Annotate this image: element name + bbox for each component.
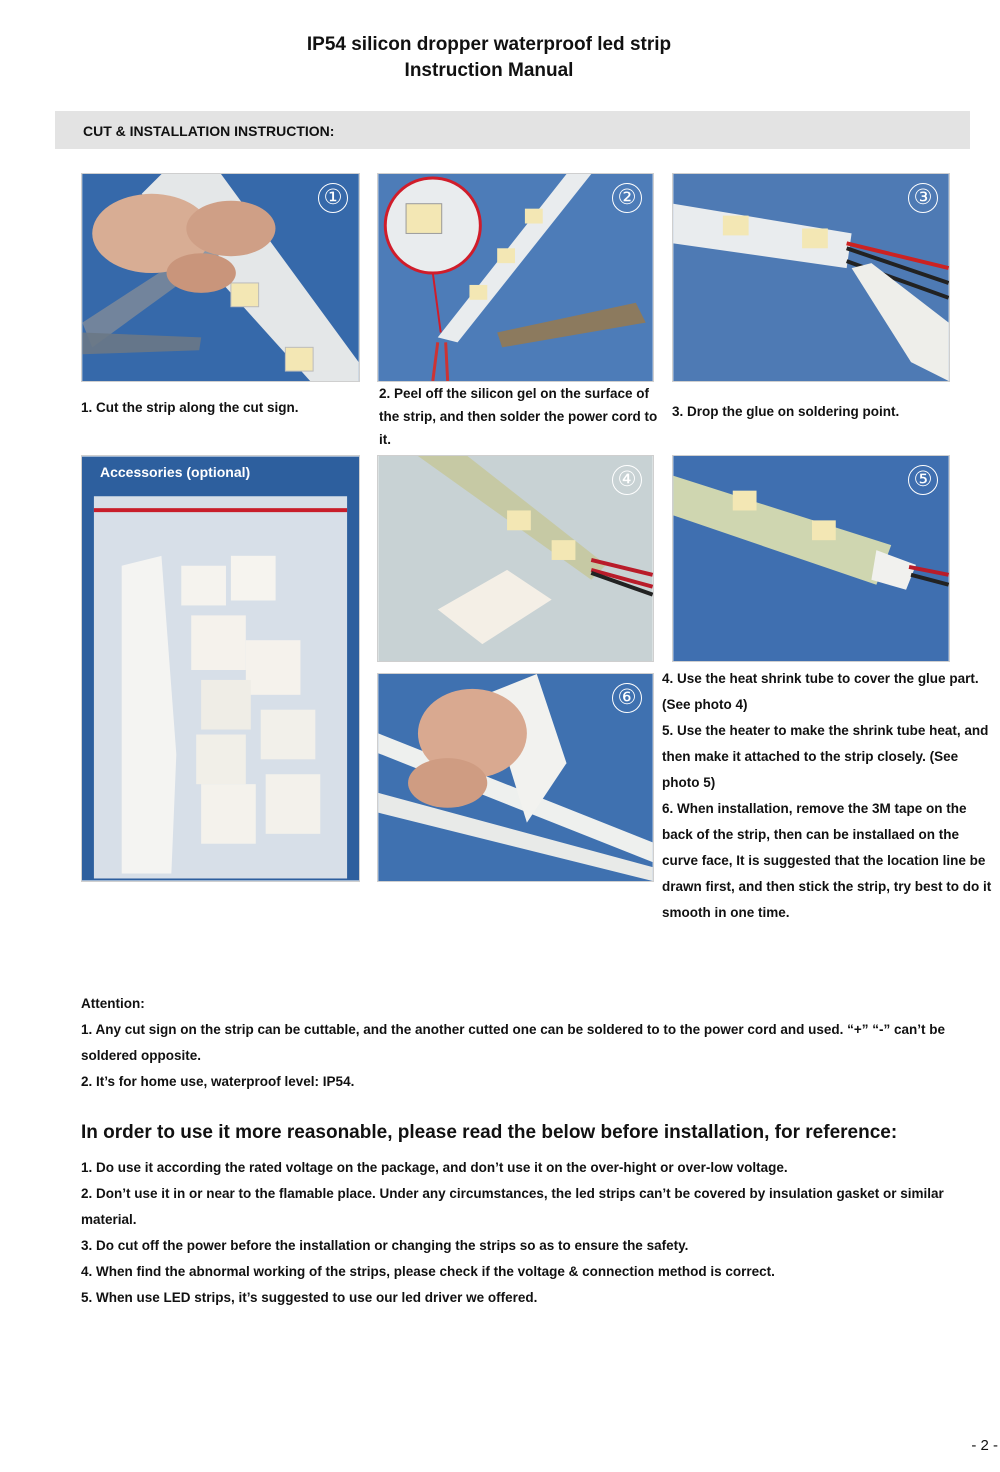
photo-3m-tape [377,673,654,882]
caption-step-5: 5. Use the heater to make the shrink tube heat, and then make it attached to the strip closely. (See photo 5) [662,723,989,790]
step-number-6: ⑥ [612,683,642,713]
step-number-1: ① [318,183,348,213]
reference-heading: In order to use it more reasonable, please read the below before installation, for reference: [81,1122,898,1143]
step-number-3: ③ [908,183,938,213]
photo-accessories-image [82,456,359,881]
photo-heat-shrink-image [378,456,653,661]
photo-solder-image [378,174,653,381]
step-number-4: ④ [612,465,642,495]
photo-heat-shrink [377,455,654,662]
caption-step-2: 2. Peel off the silicon gel on the surface of the strip, and then solder the power cord to it. [379,386,658,447]
step-number-2: ② [612,183,642,213]
reference-list [81,1155,971,1311]
photo-heater [672,455,950,662]
attention-title: Attention: [81,996,145,1011]
section-heading: CUT & INSTALLATION INSTRUCTION: [83,123,335,139]
photo-3m-tape-image [378,674,653,881]
document-title: IP54 silicon dropper waterproof led strip [306,34,672,55]
photo-glue [672,173,950,382]
reference-item-5: 5. When use LED strips, it’s suggested to use our led driver we offered. [81,1290,538,1305]
reference-item-2: 2. Don’t use it in or near to the flamable place. Under any circumstances, the led strips can’t be covered by insulation gasket or similar material. [81,1186,944,1227]
reference-item-4: 4. When find the abnormal working of the strips, please check if the voltage & connection method is correct. [81,1264,775,1279]
caption-step-1: 1. Cut the strip along the cut sign. [81,400,299,415]
photo-accessories [81,455,360,882]
caption-step-4: 4. Use the heat shrink tube to cover the glue part. (See photo 4) [662,671,979,712]
reference-item-3: 3. Do cut off the power before the installation or changing the strips so as to ensure the safety. [81,1238,689,1253]
photo-solder [377,173,654,382]
attention-item-1: 1. Any cut sign on the strip can be cuttable, and the another cutted one can be soldered to to the power cord and used. “+” “-” can’t be soldered opposite. [81,1022,945,1063]
caption-step-6: 6. When installation, remove the 3M tape on the back of the strip, then can be installaed on the curve face, It is suggested that the location line be drawn first, and then stick the strip, try best to do it smooth in one time. [662,801,992,920]
attention-item-2: 2. It’s for home use, waterproof level: IP54. [81,1074,355,1089]
accessories-label: Accessories (optional) [100,464,251,480]
page-number: - 2 - [971,1437,998,1454]
photo-glue-image [673,174,949,381]
section-header [55,111,970,149]
photo-heater-image [673,456,949,661]
reference-item-1: 1. Do use it according the rated voltage on the package, and don’t use it on the over-hight or over-low voltage. [81,1160,788,1175]
document-subtitle: Instruction Manual [404,60,574,81]
photo-cut-strip [81,173,360,382]
caption-step-3: 3. Drop the glue on soldering point. [672,404,900,419]
photo-cut-strip-image [82,174,359,381]
step-number-5: ⑤ [908,465,938,495]
attention-section [81,991,961,1095]
caption-steps-4-6 [662,666,998,926]
